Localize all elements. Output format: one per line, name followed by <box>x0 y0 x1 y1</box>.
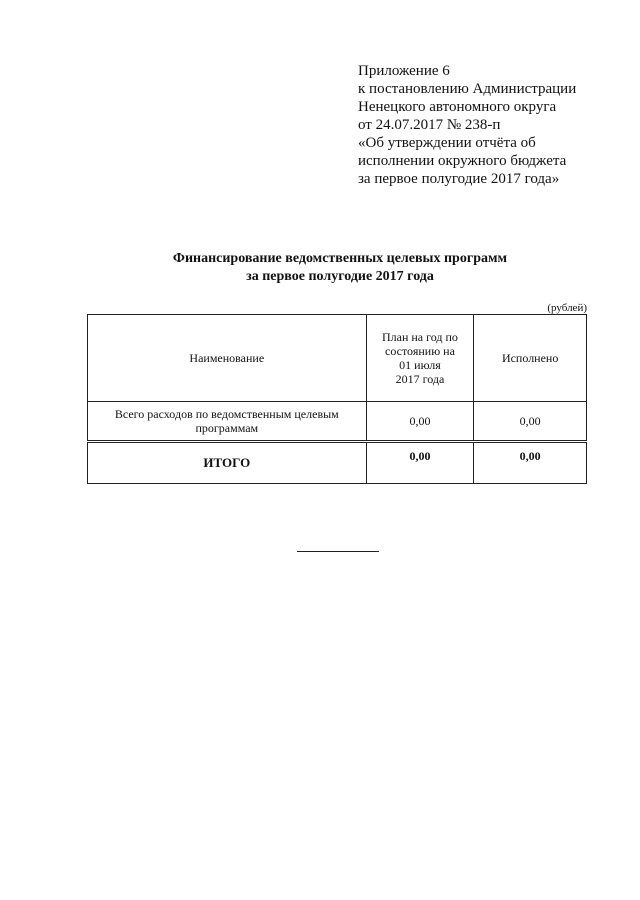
units-label: (рублей) <box>547 302 587 314</box>
row-done-value: 0,00 <box>474 402 587 442</box>
table-total-row <box>88 442 587 484</box>
financing-table <box>87 314 587 484</box>
row-plan-value: 0,00 <box>366 402 474 442</box>
row-name <box>88 402 367 442</box>
total-done-value: 0,00 <box>474 442 587 484</box>
header-plan-line: состоянию на <box>385 344 455 358</box>
table-header-row <box>88 315 587 402</box>
appendix-line: к постановлению Администрации <box>358 81 577 97</box>
appendix-line: Приложение 6 <box>358 63 450 79</box>
header-plan-line: План на год по <box>381 330 458 344</box>
total-label: ИТОГО <box>88 442 367 484</box>
header-plan-line: 2017 года <box>395 372 445 386</box>
end-divider <box>297 551 379 552</box>
appendix-line: за первое полугодие 2017 года» <box>358 171 560 187</box>
appendix-line: Ненецкого автономного округа <box>358 99 557 115</box>
header-name: Наименование <box>88 315 367 402</box>
table-row <box>88 402 587 442</box>
header-done: Исполнено <box>474 315 587 402</box>
appendix-header <box>358 62 628 188</box>
document-title-line-2: за первое полугодие 2017 года <box>246 269 434 284</box>
header-plan <box>366 315 474 402</box>
row-name-line: Всего расходов по ведомственным целевым <box>114 407 339 421</box>
document-title <box>40 250 640 286</box>
header-plan-line: 01 июля <box>399 358 441 372</box>
appendix-line: «Об утверждении отчёта об <box>358 135 536 151</box>
appendix-line: от 24.07.2017 № 238-п <box>358 117 501 133</box>
total-plan-value: 0,00 <box>366 442 474 484</box>
document-title-line-1: Финансирование ведомственных целевых программ <box>172 251 508 266</box>
appendix-line: исполнении окружного бюджета <box>358 153 567 169</box>
row-name-line: программам <box>195 421 259 435</box>
